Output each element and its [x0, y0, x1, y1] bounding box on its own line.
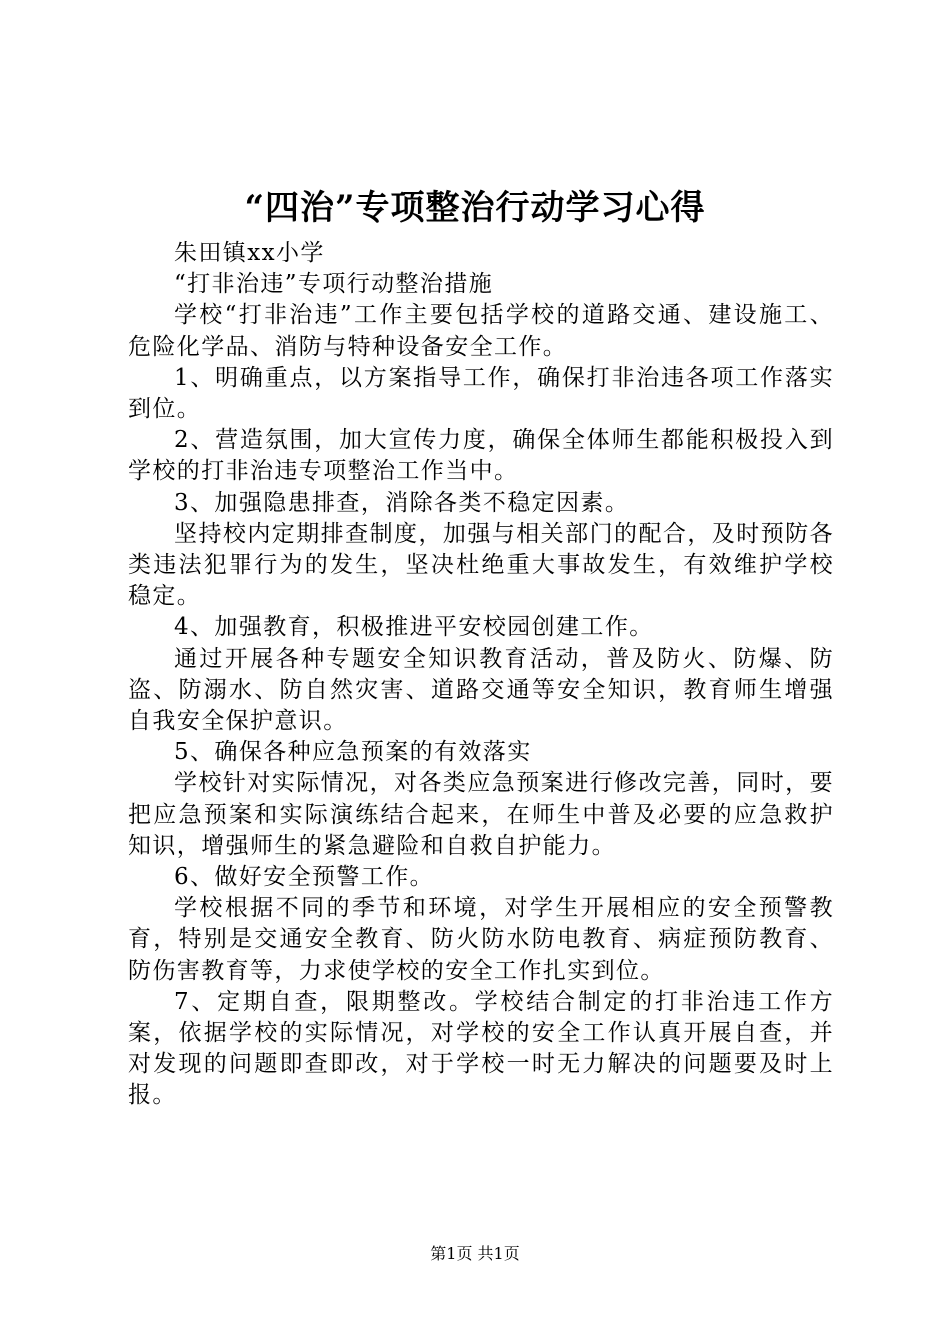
paragraph: 6、做好安全预警工作。	[174, 864, 435, 891]
paragraph: 3、加强隐患排查，消除各类不稳定因素。	[174, 489, 630, 516]
paragraph: 4、加强教育，积极推进平安校园创建工作。	[174, 614, 654, 641]
page-footer: 第1页 共1页	[430, 1244, 520, 1263]
paragraph: 7、定期自查，限期整改。学校结合制定的打非治违工作方案，依据学校的实际情况，对学校的安全工作认真开展自查，并对发现的问题即查即改，对于学校一时无力解决的问题要及时上报。	[128, 988, 834, 1109]
document-body	[128, 238, 834, 1112]
paragraph: 学校“打非治违”工作主要包括学校的道路交通、建设施工、危险化学品、消防与特种设备安全工作。	[128, 302, 834, 360]
paragraph: 通过开展各种专题安全知识教育活动，普及防火、防爆、防盗、防溺水、防自然灾害、道路交通等安全知识，教育师生增强自我安全保护意识。	[128, 645, 834, 735]
paragraph: 2、营造氛围，加大宣传力度，确保全体师生都能积极投入到学校的打非治违专项整治工作当中。	[128, 427, 834, 485]
document-title: “四治”专项整治行动学习心得	[244, 188, 706, 228]
paragraph: 坚持校内定期排查制度，加强与相关部门的配合，及时预防各类违法犯罪行为的发生，坚决杜绝重大事故发生，有效维护学校稳定。	[128, 520, 834, 610]
school-name: 朱田镇xx小学	[174, 240, 325, 266]
paragraph: 学校针对实际情况，对各类应急预案进行修改完善，同时，要把应急预案和实际演练结合起来，在师生中普及必要的应急救护知识，增强师生的紧急避险和自救自护能力。	[128, 770, 834, 859]
paragraph: 学校根据不同的季节和环境，对学生开展相应的安全预警教育，特别是交通安全教育、防火防水防电教育、病症预防教育、防伤害教育等，力求使学校的安全工作扎实到位。	[128, 895, 834, 984]
paragraph: 5、确保各种应急预案的有效落实	[174, 739, 532, 766]
paragraph: 1、明确重点，以方案指导工作，确保打非治违各项工作落实到位。	[128, 364, 834, 423]
section-heading: “打非治违”专项行动整治措施	[174, 271, 494, 298]
